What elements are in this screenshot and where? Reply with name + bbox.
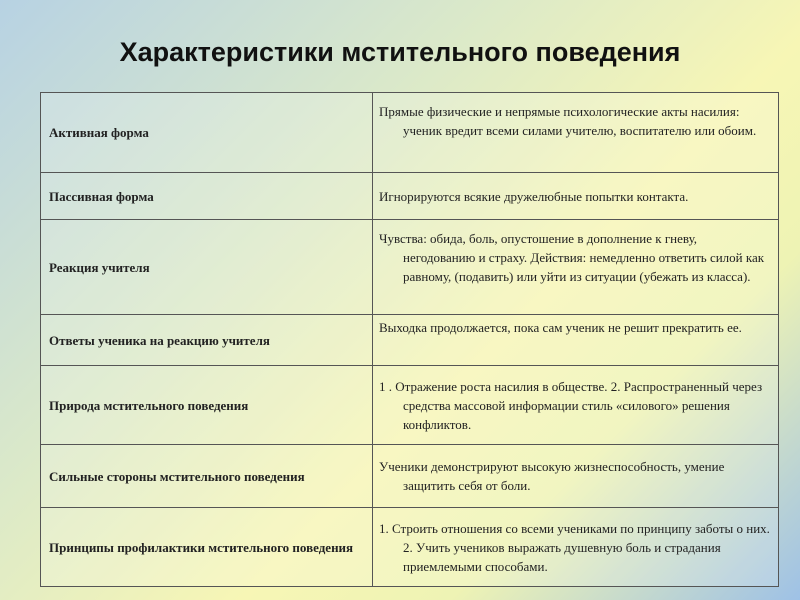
table-row <box>41 445 779 508</box>
table-row <box>41 173 779 220</box>
row-label: Природа мстительного поведения <box>41 366 373 445</box>
row-text: Прямые физические и непрямые психологические акты насилия: ученик вредит всеми силами учителю, воспитателю или обоим. <box>379 104 757 138</box>
row-label: Пассивная форма <box>41 173 373 220</box>
row-label: Активная форма <box>41 93 373 173</box>
row-text: Игнорируются всякие дружелюбные попытки контакта. <box>379 188 689 204</box>
row-label: Принципы профилактики мстительного поведения <box>49 539 354 555</box>
row-text: Выходка продолжается, пока сам ученик не решит прекратить ее. <box>379 320 742 335</box>
row-text: 1. Строить отношения со всеми учениками по принципу заботы о них. 2. Учить учеников выражать душевную боль и страдания приемлемыми способами. <box>379 520 770 574</box>
page-title: Характеристики мстительного поведения <box>119 37 681 67</box>
table-row <box>41 508 779 587</box>
row-text: 1 . Отражение роста насилия в обществе. 2. Распространенный через средства массовой информации стиль «силового» решения конфликтов. <box>379 378 763 432</box>
row-text: Чувства: обида, боль, опустошение в дополнение к гневу, негодованию и страху. Действия: немедленно ответить силой как равному, (подавить) или уйти из ситуации (убежать из класса). <box>379 231 765 284</box>
table-row <box>41 315 779 366</box>
row-label: Сильные стороны мстительного поведения <box>49 468 305 484</box>
row-label: Ответы ученика на реакцию учителя <box>41 315 373 366</box>
row-text: Ученики демонстрируют высокую жизнеспособность, умение защитить себя от боли. <box>379 459 725 493</box>
row-label: Реакция учителя <box>41 220 373 315</box>
table-row <box>41 366 779 445</box>
table-row <box>41 93 779 173</box>
characteristics-table <box>40 92 779 587</box>
table-row <box>41 220 779 315</box>
